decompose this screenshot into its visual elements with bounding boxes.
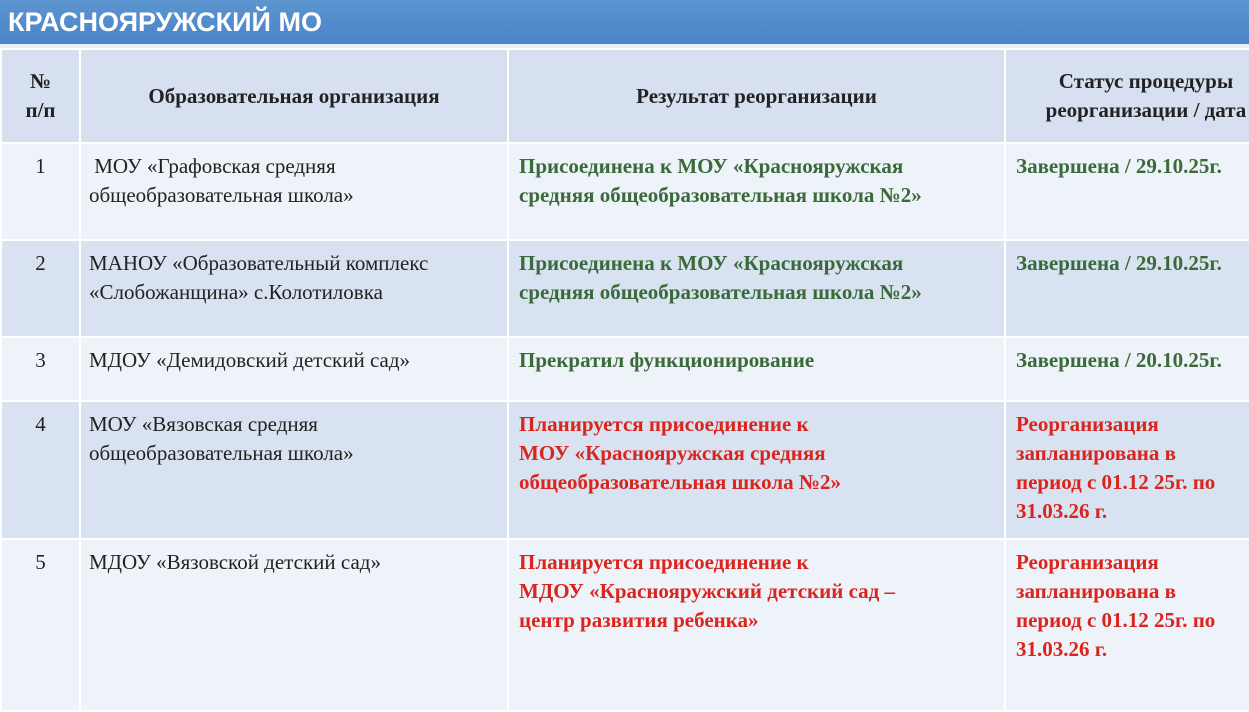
organization-cell: МДОУ «Демидовский детский сад»	[80, 337, 508, 401]
status-cell: Завершена / 20.10.25г.	[1005, 337, 1249, 401]
table-row	[1, 401, 1249, 539]
result-cell: Присоединена к МОУ «Краснояружская средняя общеобразовательная школа №2»	[508, 143, 1005, 240]
reorganization-table	[0, 48, 1249, 712]
row-number: 1	[1, 143, 80, 240]
table-row	[1, 539, 1249, 711]
row-number: 3	[1, 337, 80, 401]
row-number: 4	[1, 401, 80, 539]
column-header-status: Статус процедуры реорганизации / дата	[1005, 49, 1249, 143]
result-cell: Присоединена к МОУ «Краснояружская средняя общеобразовательная школа №2»	[508, 240, 1005, 337]
column-header-organization: Образовательная организация	[80, 49, 508, 143]
organization-cell: МДОУ «Вязовской детский сад»	[80, 539, 508, 711]
column-header-number: № п/п	[1, 49, 80, 143]
status-cell: Завершена / 29.10.25г.	[1005, 143, 1249, 240]
organization-cell: МОУ «Вязовская средняя общеобразовательная школа»	[80, 401, 508, 539]
page-title: КРАСНОЯРУЖСКИЙ МО	[0, 0, 1249, 44]
row-number: 5	[1, 539, 80, 711]
table-row	[1, 240, 1249, 337]
column-header-result: Результат реорганизации	[508, 49, 1005, 143]
table-row	[1, 143, 1249, 240]
organization-cell: МАНОУ «Образовательный комплекс «Слобожанщина» с.Колотиловка	[80, 240, 508, 337]
row-number: 2	[1, 240, 80, 337]
result-cell: Прекратил функционирование	[508, 337, 1005, 401]
result-cell: Планируется присоединение к МОУ «Краснояружская средняя общеобразовательная школа №2»	[508, 401, 1005, 539]
table-header-row	[1, 49, 1249, 143]
organization-cell: МОУ «Графовская средняя общеобразовательная школа»	[80, 143, 508, 240]
status-cell: Реорганизация запланирована в период с 01.12 25г. по 31.03.26 г.	[1005, 401, 1249, 539]
status-cell: Завершена / 29.10.25г.	[1005, 240, 1249, 337]
result-cell: Планируется присоединение к МДОУ «Краснояружский детский сад – центр развития ребенка»	[508, 539, 1005, 711]
status-cell: Реорганизация запланирована в период с 01.12 25г. по 31.03.26 г.	[1005, 539, 1249, 711]
table-row	[1, 337, 1249, 401]
